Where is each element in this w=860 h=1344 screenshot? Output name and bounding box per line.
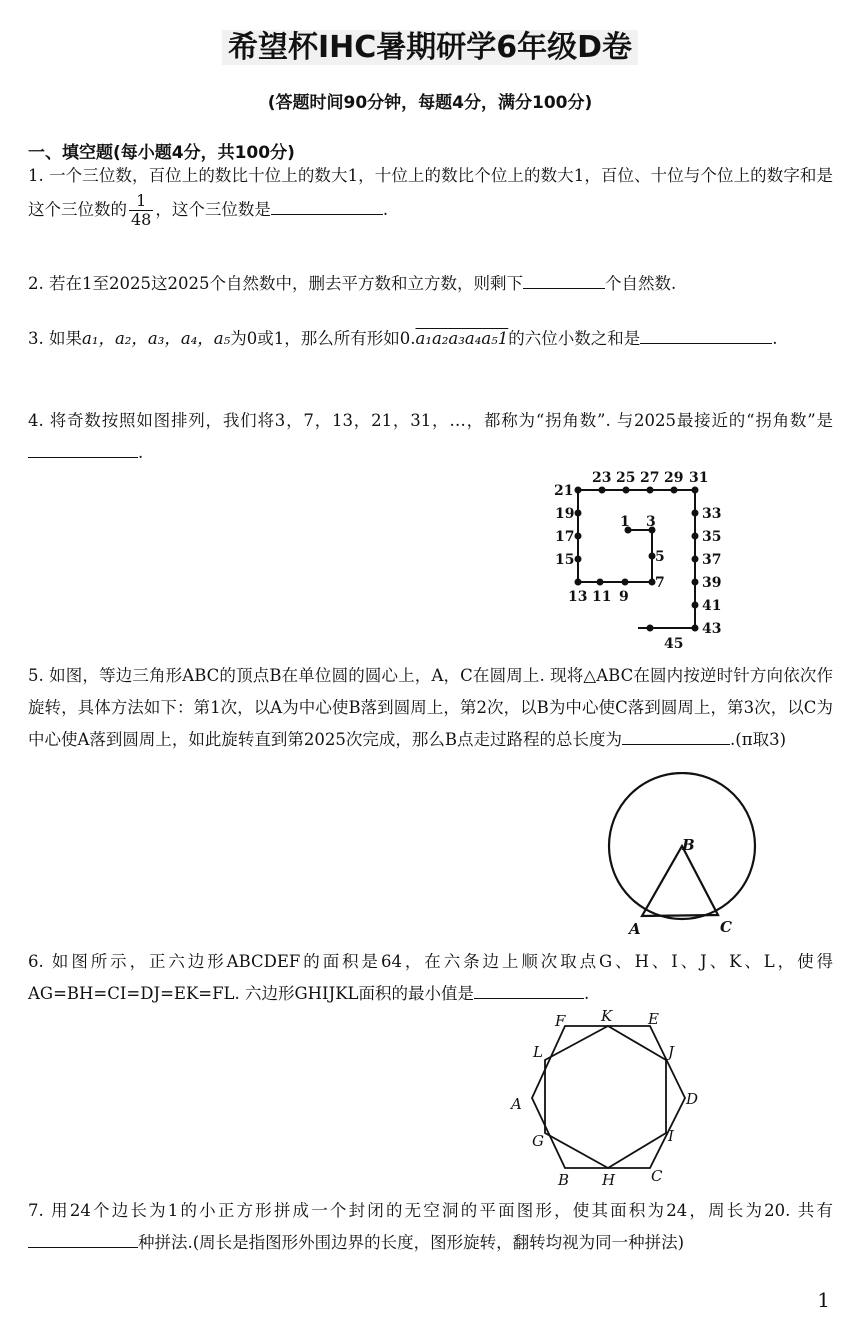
- spiral-label: 43: [702, 621, 722, 637]
- question-3: 3. 如果a₁，a₂，a₃，a₄，a₅为0或1，那么所有形如0.a₁a₂a₃a₄a₅1的六位小数之和是 .: [28, 323, 833, 355]
- question-7: 7. 用24个边长为1的小正方形拼成一个封闭的无空洞的平面图形，使其面积为24，周长为20. 共有种拼法.(周长是指图形外围边界的长度，图形旋转，翻转均视为同一种拼法): [28, 1201, 833, 1252]
- spiral-label: 11: [592, 589, 612, 605]
- section-heading: 一、填空题(每小题4分，共100分): [28, 143, 295, 163]
- spiral-label: 5: [655, 549, 665, 565]
- spiral-label: 27: [640, 470, 660, 486]
- spiral-label: 45: [664, 636, 684, 652]
- spiral-label: 15: [555, 552, 575, 568]
- answer-blank-5[interactable]: [622, 726, 730, 745]
- vertex-label-k: K: [601, 1007, 613, 1025]
- answer-blank-3[interactable]: [640, 325, 772, 344]
- fraction: $\frac{1}{48}$: [131, 191, 152, 229]
- spiral-label: 3: [646, 514, 656, 530]
- spiral-label: 35: [702, 529, 722, 545]
- spiral-label: 1: [620, 514, 630, 530]
- spiral-label: 37: [702, 552, 722, 568]
- answer-blank-6[interactable]: [474, 980, 584, 999]
- spiral-label: 29: [664, 470, 684, 486]
- spiral-label: 31: [689, 470, 709, 486]
- answer-blank-1[interactable]: [271, 196, 383, 215]
- spiral-label: 7: [655, 575, 665, 591]
- vertex-label-h: H: [602, 1171, 616, 1189]
- question-1: 1. 一个三位数，百位上的数比十位上的数大1，十位上的数比个位上的数大1，百位、十位与个位上的数字和是这个三位数的 $\frac{1}{48}$ ，这个三位数是 .: [28, 166, 833, 229]
- spiral-label: 25: [616, 470, 636, 486]
- answer-blank-7[interactable]: [28, 1229, 138, 1248]
- point-label-a: A: [629, 920, 641, 938]
- answer-blank-2[interactable]: [523, 270, 605, 289]
- point-label-b: B: [682, 836, 695, 854]
- spiral-label: 39: [702, 575, 722, 591]
- exam-info: (答题时间90分钟，每题4分，满分100分): [267, 93, 593, 113]
- question-4: 4. 将奇数按照如图排列，我们将3，7，13，21，31，…，都称为“拐角数”. 与2025最接近的“拐角数”是.: [28, 411, 833, 462]
- spiral-label: 21: [554, 483, 574, 499]
- spiral-label: 19: [555, 506, 575, 522]
- vertex-label-e: E: [648, 1010, 659, 1028]
- spiral-label: 13: [568, 589, 588, 605]
- spiral-label: 41: [702, 598, 722, 614]
- spiral-label: 9: [619, 589, 629, 605]
- question-5: 5. 如图，等边三角形ABC的顶点B在单位圆的圆心上，A，C在圆周上. 现将△ABC在圆内按逆时针方向依次作旋转，具体方法如下：第1次，以A为中心使B落到圆周上，第2次，以B为中心使C落到圆周上，第3次，以C为中心使A落到圆周上，如此旋转直到第2025次完成，那么B点走过路程的总长度为 .(π取3): [28, 666, 833, 749]
- vertex-label-l: L: [533, 1043, 543, 1061]
- vertex-label-d: D: [686, 1090, 699, 1108]
- spiral-label: 33: [702, 506, 722, 522]
- page-title: 希望杯IHC暑期研学6年级D卷: [0, 22, 860, 66]
- answer-blank-4[interactable]: [28, 439, 138, 458]
- vertex-label-j: J: [668, 1043, 675, 1061]
- spiral-label: 23: [592, 470, 612, 486]
- vertex-label-g: G: [532, 1132, 544, 1150]
- vertex-label-b: B: [558, 1171, 570, 1189]
- vertex-label-c: C: [651, 1167, 663, 1185]
- hexagon-figure: [500, 1005, 715, 1190]
- question-6: 6. 如图所示，正六边形ABCDEF的面积是64，在六条边上顺次取点G、H、I、J、K、L，使得AG=BH=CI=DJ=EK=FL. 六边形GHIJKL面积的最小值是 .: [28, 952, 833, 1003]
- page-number: 1: [817, 1288, 830, 1312]
- question-2: 2. 若在1至2025这2025个自然数中，删去平方数和立方数，则剩下 个自然数.: [28, 268, 833, 300]
- vertex-label-i: I: [668, 1127, 674, 1145]
- circle-triangle-figure: [595, 772, 765, 942]
- spiral-label: 17: [555, 529, 575, 545]
- point-label-c: C: [720, 918, 732, 936]
- vertex-label-f: F: [555, 1012, 566, 1030]
- vertex-label-a: A: [511, 1095, 522, 1113]
- odd-number-spiral-figure: [540, 460, 740, 655]
